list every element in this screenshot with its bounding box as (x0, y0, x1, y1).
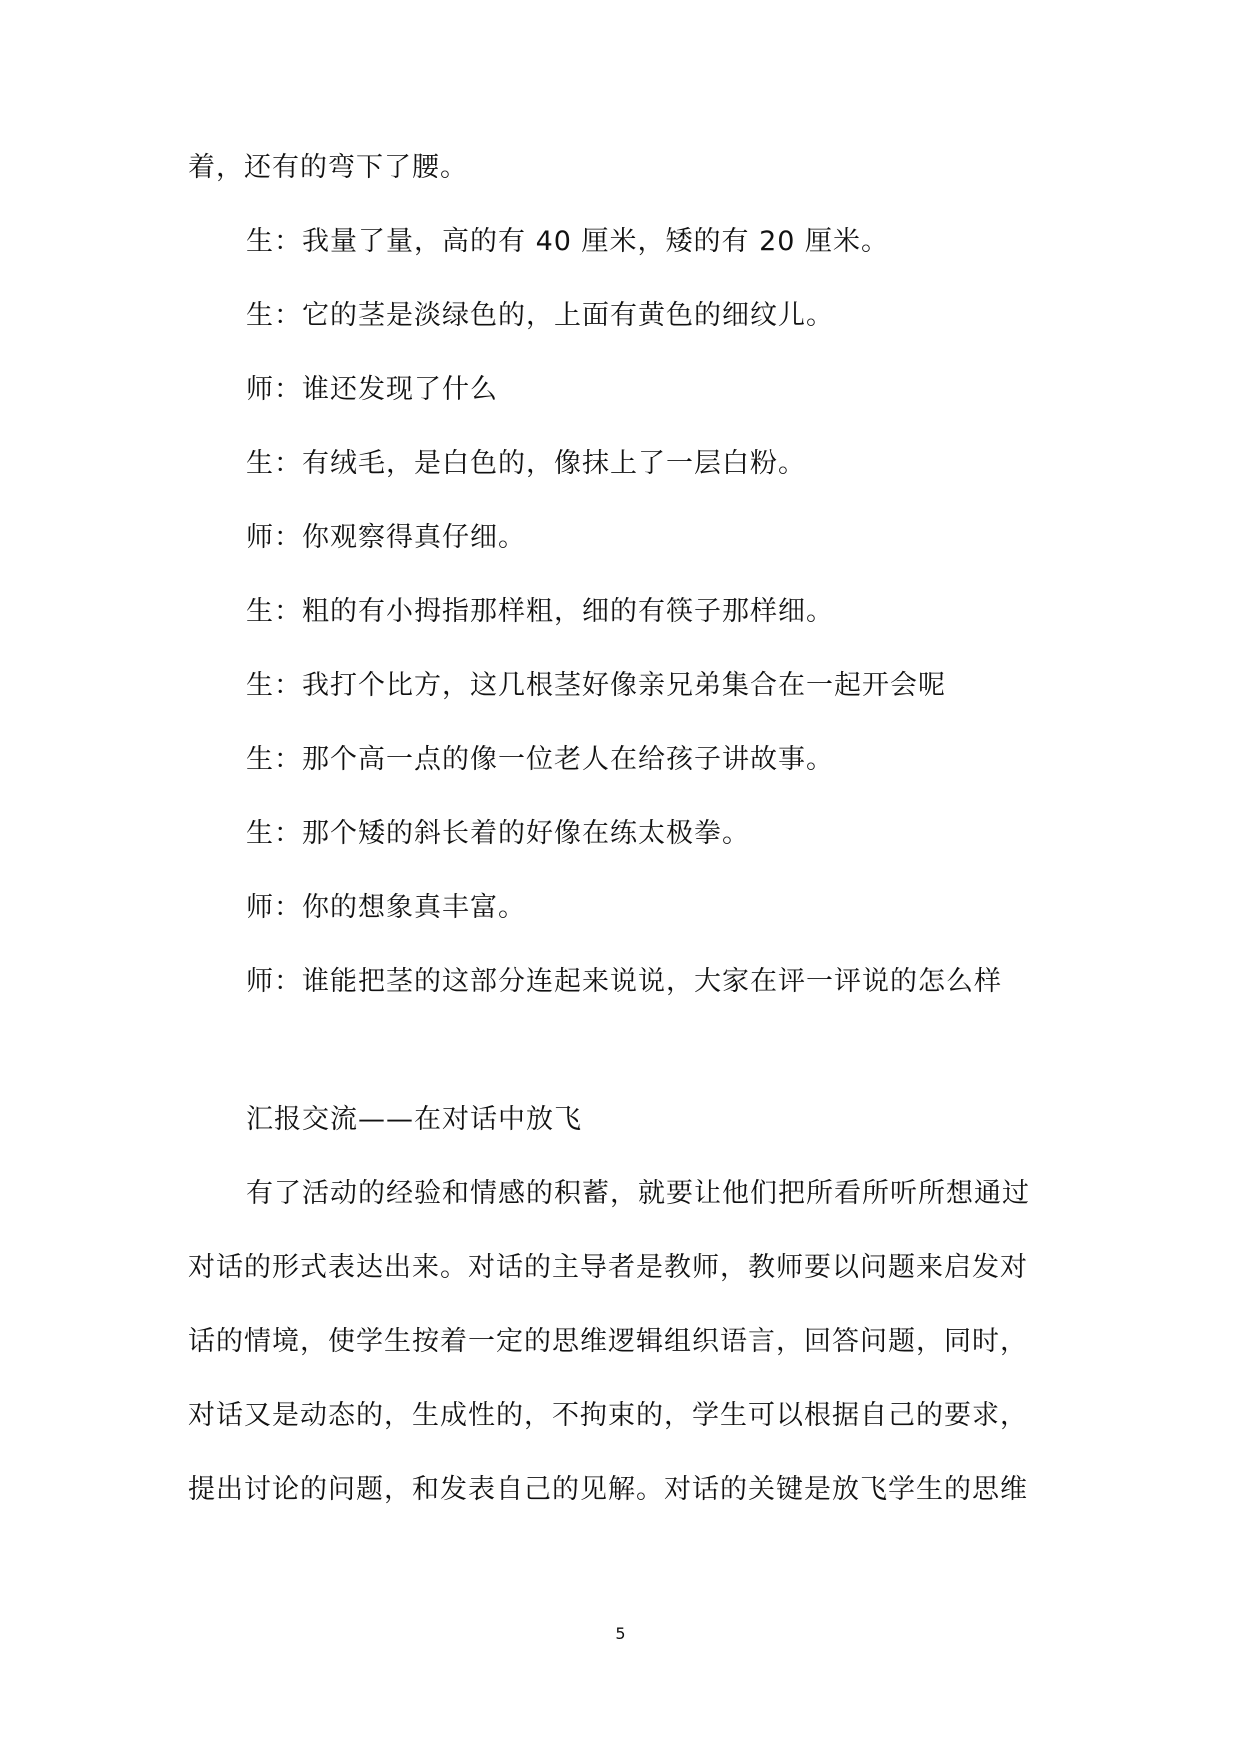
dialogue-line: 生：那个高一点的像一位老人在给孩子讲故事。 (246, 744, 834, 775)
dialogue-line: 生：我量了量，高的有 40 厘米，矮的有 20 厘米。 (246, 226, 890, 257)
paragraph-line: 话的情境，使学生按着一定的思维逻辑组织语言，回答问题，同时， (188, 1326, 1028, 1357)
dialogue-line: 师：谁能把茎的这部分连起来说说，大家在评一评说的怎么样 (246, 966, 1002, 997)
page-number: 5 (615, 1624, 626, 1643)
section-heading: 汇报交流——在对话中放飞 (246, 1104, 582, 1135)
dialogue-line: 生：它的茎是淡绿色的，上面有黄色的细纹儿。 (246, 300, 834, 331)
dialogue-line: 生：我打个比方，这几根茎好像亲兄弟集合在一起开会呢 (246, 670, 946, 701)
text-line: 着，还有的弯下了腰。 (188, 152, 468, 183)
dialogue-line: 生：那个矮的斜长着的好像在练太极拳。 (246, 818, 750, 849)
paragraph-line: 对话的形式表达出来。对话的主导者是教师，教师要以问题来启发对 (188, 1252, 1028, 1283)
paragraph-line: 对话又是动态的，生成性的，不拘束的，学生可以根据自己的要求， (188, 1400, 1028, 1431)
dialogue-line: 生：粗的有小拇指那样粗，细的有筷子那样细。 (246, 596, 834, 627)
dialogue-line: 生：有绒毛，是白色的，像抹上了一层白粉。 (246, 448, 806, 479)
paragraph-line: 有了活动的经验和情感的积蓄，就要让他们把所看所听所想通过 (246, 1178, 1030, 1209)
dialogue-line: 师：谁还发现了什么 (246, 374, 498, 405)
paragraph-line: 提出讨论的问题，和发表自己的见解。对话的关键是放飞学生的思维 (188, 1474, 1028, 1505)
dialogue-line: 师：你的想象真丰富。 (246, 892, 526, 923)
dialogue-line: 师：你观察得真仔细。 (246, 522, 526, 553)
